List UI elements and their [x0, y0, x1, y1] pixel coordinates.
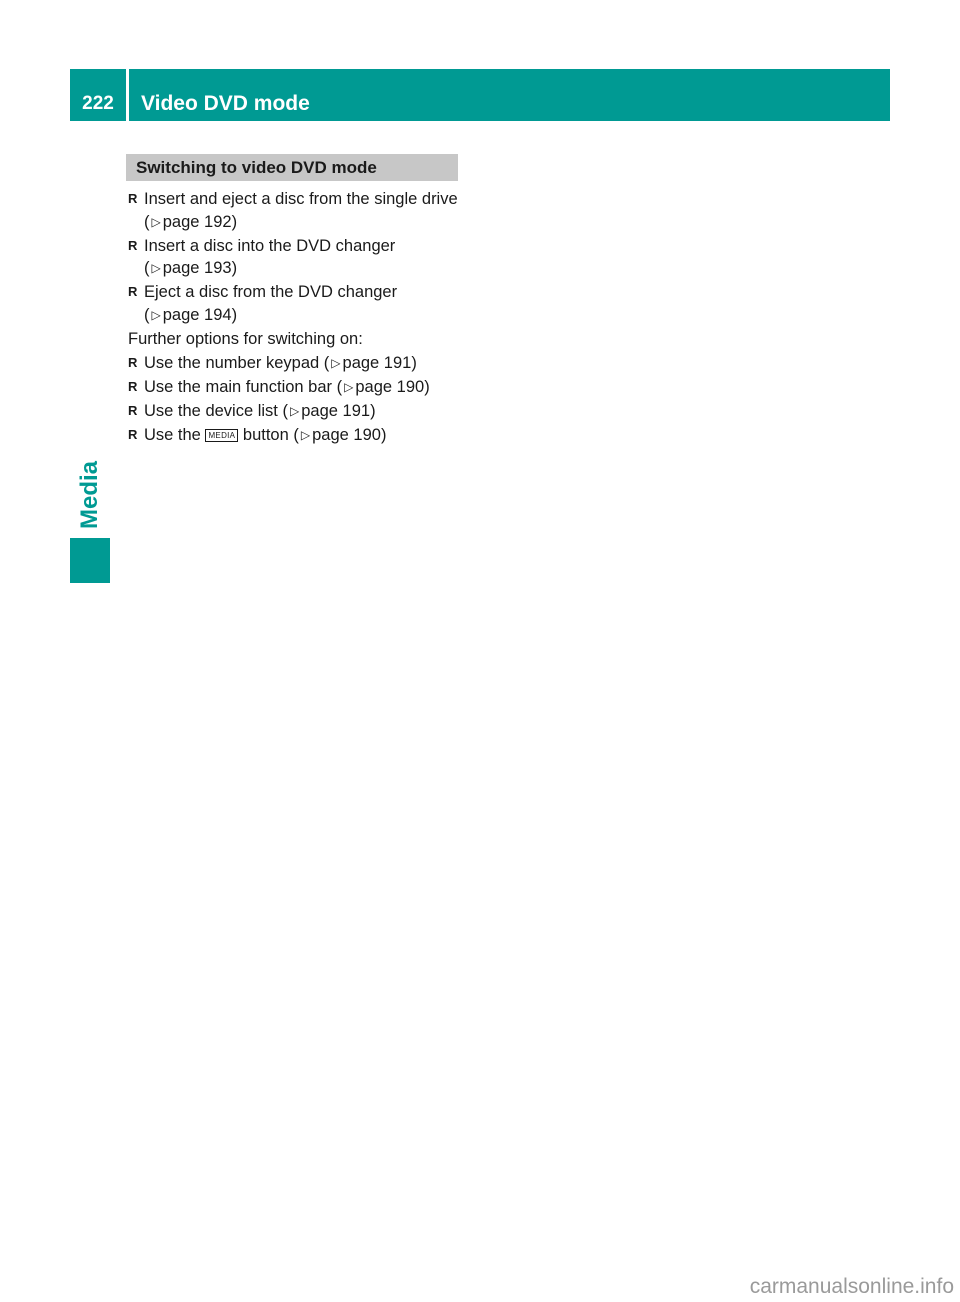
list-item: R Use the number keypad ( ▷ page 191): [128, 352, 468, 375]
list-item: R Use the MEDIA button ( ▷ page 190): [128, 424, 468, 447]
side-tab-text: Media: [76, 460, 103, 530]
further-options-text: Further options for switching on:: [128, 329, 363, 348]
page-reference-arrow-icon: ▷: [151, 214, 161, 229]
media-button-icon: MEDIA: [205, 429, 238, 442]
section-content: [128, 188, 468, 448]
page-reference-arrow-icon: ▷: [290, 404, 300, 419]
list-item-text: Insert and eject a disc from the single drive: [144, 190, 458, 208]
page-reference-link[interactable]: page 190: [312, 426, 381, 445]
section-heading: Switching to video DVD mode: [126, 154, 458, 181]
page-reference-link[interactable]: page 191: [301, 402, 371, 421]
list-item: R Eject a disc from the DVD changer ( ▷ page 194): [128, 283, 398, 324]
bullet-marker-icon: R: [128, 378, 138, 394]
list-item-text: Eject a disc from the DVD changer: [144, 283, 398, 302]
list-item: R Use the device list ( ▷ page 191): [128, 400, 468, 423]
footer-watermark: carmanualsonline.info: [749, 1275, 954, 1298]
bullet-marker-icon: R: [128, 354, 138, 370]
header-divider: [126, 69, 129, 121]
list-item-text: Use the number keypad: [144, 353, 320, 372]
list-item-text: Insert a disc into the DVD changer: [144, 236, 396, 255]
list-item: R Use the main function bar ( ▷ page 190): [128, 376, 468, 399]
page-reference-link[interactable]: page 190: [355, 377, 425, 396]
bullet-marker-icon: R: [128, 403, 138, 419]
page-reference-link[interactable]: page 191: [342, 353, 412, 372]
page-reference-link[interactable]: page 194: [162, 305, 232, 324]
page-reference-arrow-icon: ▷: [344, 379, 354, 394]
page-number: 222: [82, 93, 114, 114]
bullet-marker-icon: R: [128, 237, 138, 253]
bullet-marker-icon: R: [128, 427, 138, 443]
list-item: R Insert and eject a disc from the single drive ( ▷ page 192): [128, 190, 458, 231]
page-reference-link[interactable]: page 192: [162, 212, 232, 231]
list-item-text: button: [242, 426, 289, 445]
page-reference-arrow-icon: ▷: [151, 261, 161, 276]
list-item-text: Use the: [144, 426, 201, 445]
list-item-text: Use the device list: [144, 402, 278, 421]
side-tab-label: [70, 460, 110, 530]
list-item: R Insert a disc into the DVD changer ( ▷ page 193): [128, 236, 396, 278]
page-title: Video DVD mode: [141, 92, 310, 115]
page-reference-link[interactable]: page 193: [162, 259, 232, 278]
page-reference-arrow-icon: ▷: [151, 307, 161, 322]
side-tab-block: [70, 538, 110, 583]
bullet-marker-icon: R: [128, 284, 138, 300]
bullet-marker-icon: R: [128, 191, 138, 206]
list-item-text: Use the main function bar: [144, 377, 333, 396]
page-reference-arrow-icon: ▷: [300, 428, 311, 443]
page-reference-arrow-icon: ▷: [331, 355, 341, 370]
